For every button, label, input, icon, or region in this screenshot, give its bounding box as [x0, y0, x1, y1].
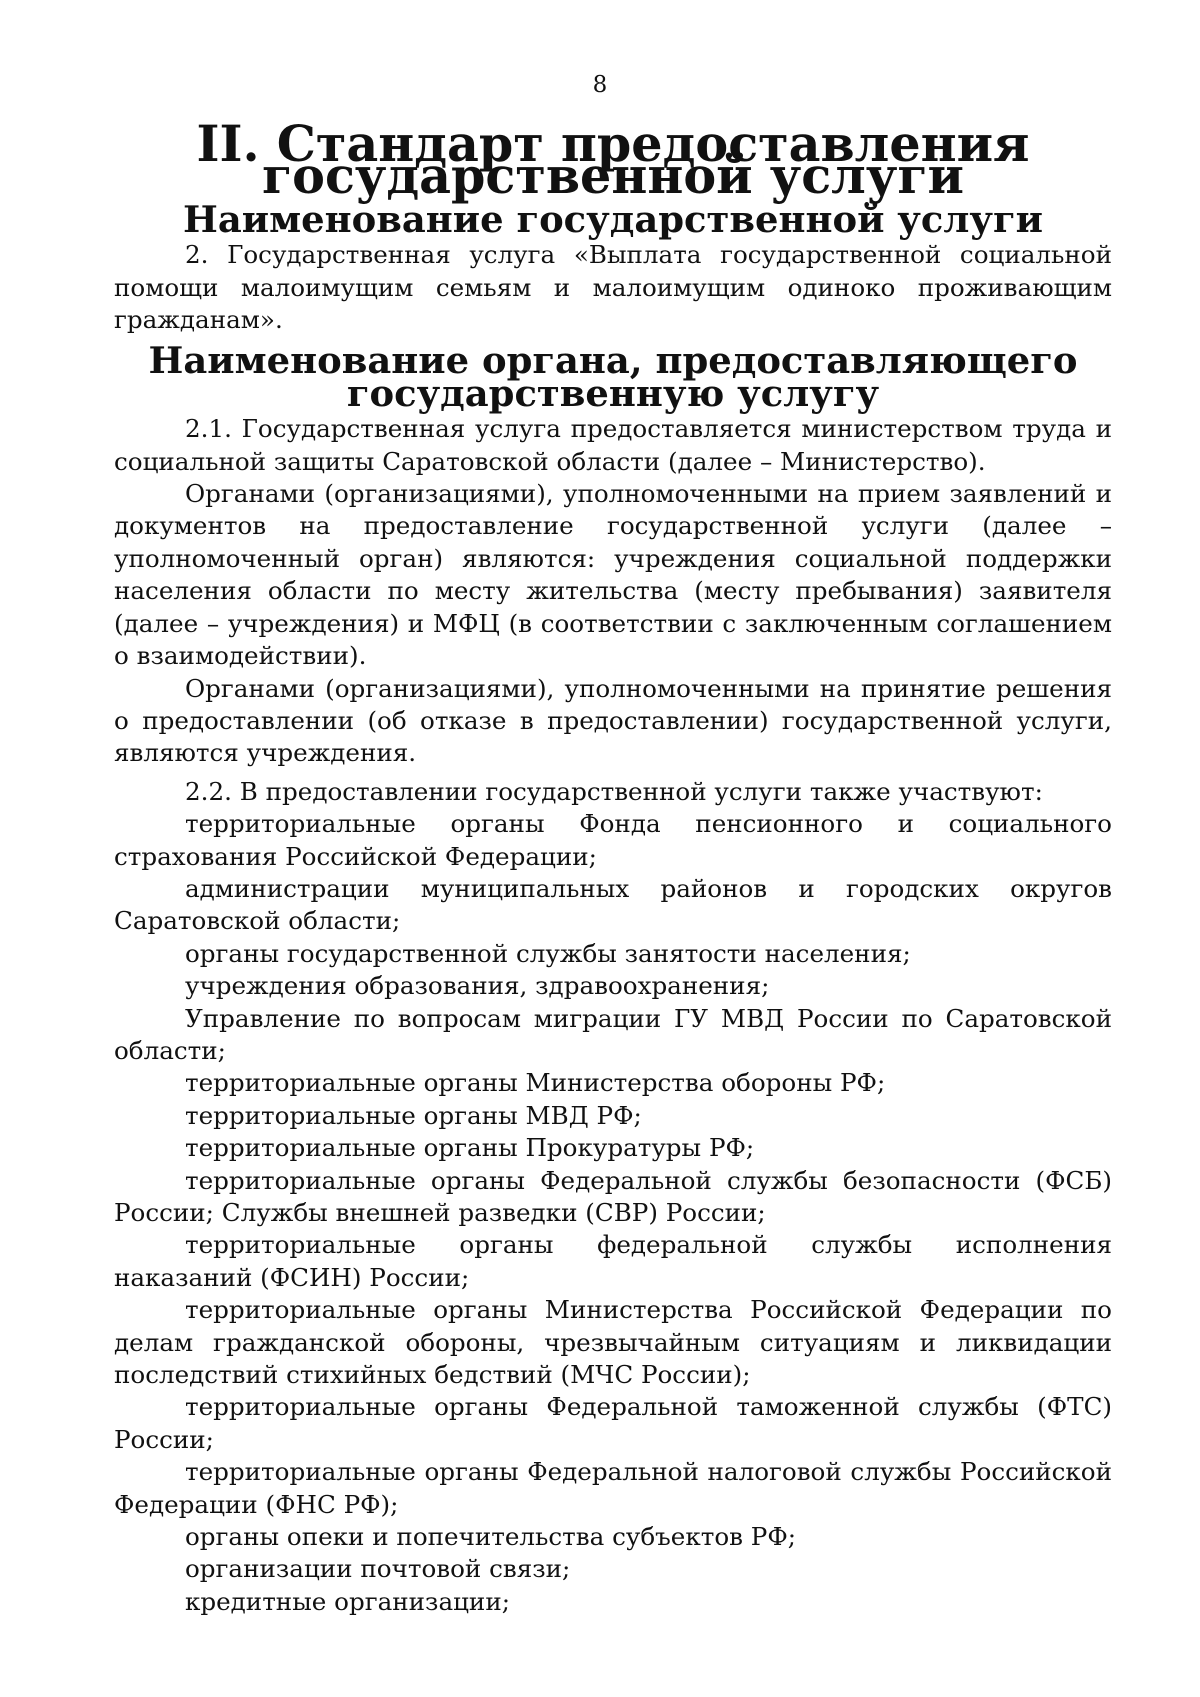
paragraph-2-1: 2.1. Государственная услуга предоставляется министерством труда и социальной защиты Саратовской области (далее – Министерство).: [114, 414, 1112, 476]
participant-item: администрации муниципальных районов и городских округов Саратовской области;: [114, 873, 1112, 936]
service-name-heading: Наименование государственной услуги: [183, 196, 1043, 241]
participant-item: территориальные органы Федеральной налоговой службы Российской Федерации (ФНС РФ);: [114, 1457, 1112, 1519]
document-body: [114, 115, 1112, 1618]
participant-item: территориальные органы федеральной службы исполнения наказаний (ФСИН) России;: [114, 1230, 1112, 1292]
participant-item: кредитные организации;: [185, 1586, 510, 1616]
participant-item: органы государственной службы занятости населения;: [185, 938, 911, 968]
paragraph-2: 2. Государственная услуга «Выплата государственной социальной помощи малоимущим семьям и малоимущим одиноко проживающим гражданам».: [114, 240, 1112, 335]
participant-item: учреждения образования, здравоохранения;: [185, 971, 770, 1001]
page-number: 8: [592, 72, 608, 98]
organ-heading: Наименование органа, предоставляющего государственную услугу: [148, 338, 1078, 415]
participant-item: территориальные органы МВД РФ;: [185, 1100, 642, 1130]
participant-item: организации почтовой связи;: [185, 1554, 571, 1584]
participant-item: территориальные органы Министерства Российской Федерации по делам гражданской обороны, чрезвычайным ситуациям и ликвидации последствий стихийных бедствий (МЧС России);: [114, 1295, 1112, 1390]
participant-item: территориальные органы Министерства обороны РФ;: [185, 1068, 886, 1098]
paragraph-authorized-receive: Органами (организациями), уполномоченными на прием заявлений и документов на предоставление государственной услуги (далее – уполномоченный орган) являются: учреждения социальной поддержки населения области по месту жительства (месту пребывания) заявителя (далее – учреждения) и МФЦ (в соответствии с заключенным соглашением о взаимодействии).: [114, 479, 1112, 671]
section-title: II. Стандарт предоставления государственной услуги: [196, 115, 1030, 206]
participant-item: Управление по вопросам миграции ГУ МВД России по Саратовской области;: [114, 1003, 1112, 1065]
participant-item: территориальные органы Федеральной таможенной службы (ФТС) России;: [114, 1392, 1112, 1454]
participant-item: территориальные органы Фонда пенсионного и социального страхования Российской Федерации;: [114, 809, 1112, 871]
participant-item: территориальные органы Федеральной службы безопасности (ФСБ) России; Службы внешней разведки (СВР) России;: [114, 1165, 1112, 1227]
paragraph-2-2: 2.2. В предоставлении государственной услуги также участвуют:: [185, 776, 1043, 806]
paragraph-authorized-decide: Органами (организациями), уполномоченными на принятие решения о предоставлении (об отказе в предоставлении) государственной услуги, являются учреждения.: [114, 673, 1112, 768]
participant-item: территориальные органы Прокуратуры РФ;: [185, 1133, 755, 1163]
participant-item: органы опеки и попечительства субъектов РФ;: [185, 1522, 797, 1552]
